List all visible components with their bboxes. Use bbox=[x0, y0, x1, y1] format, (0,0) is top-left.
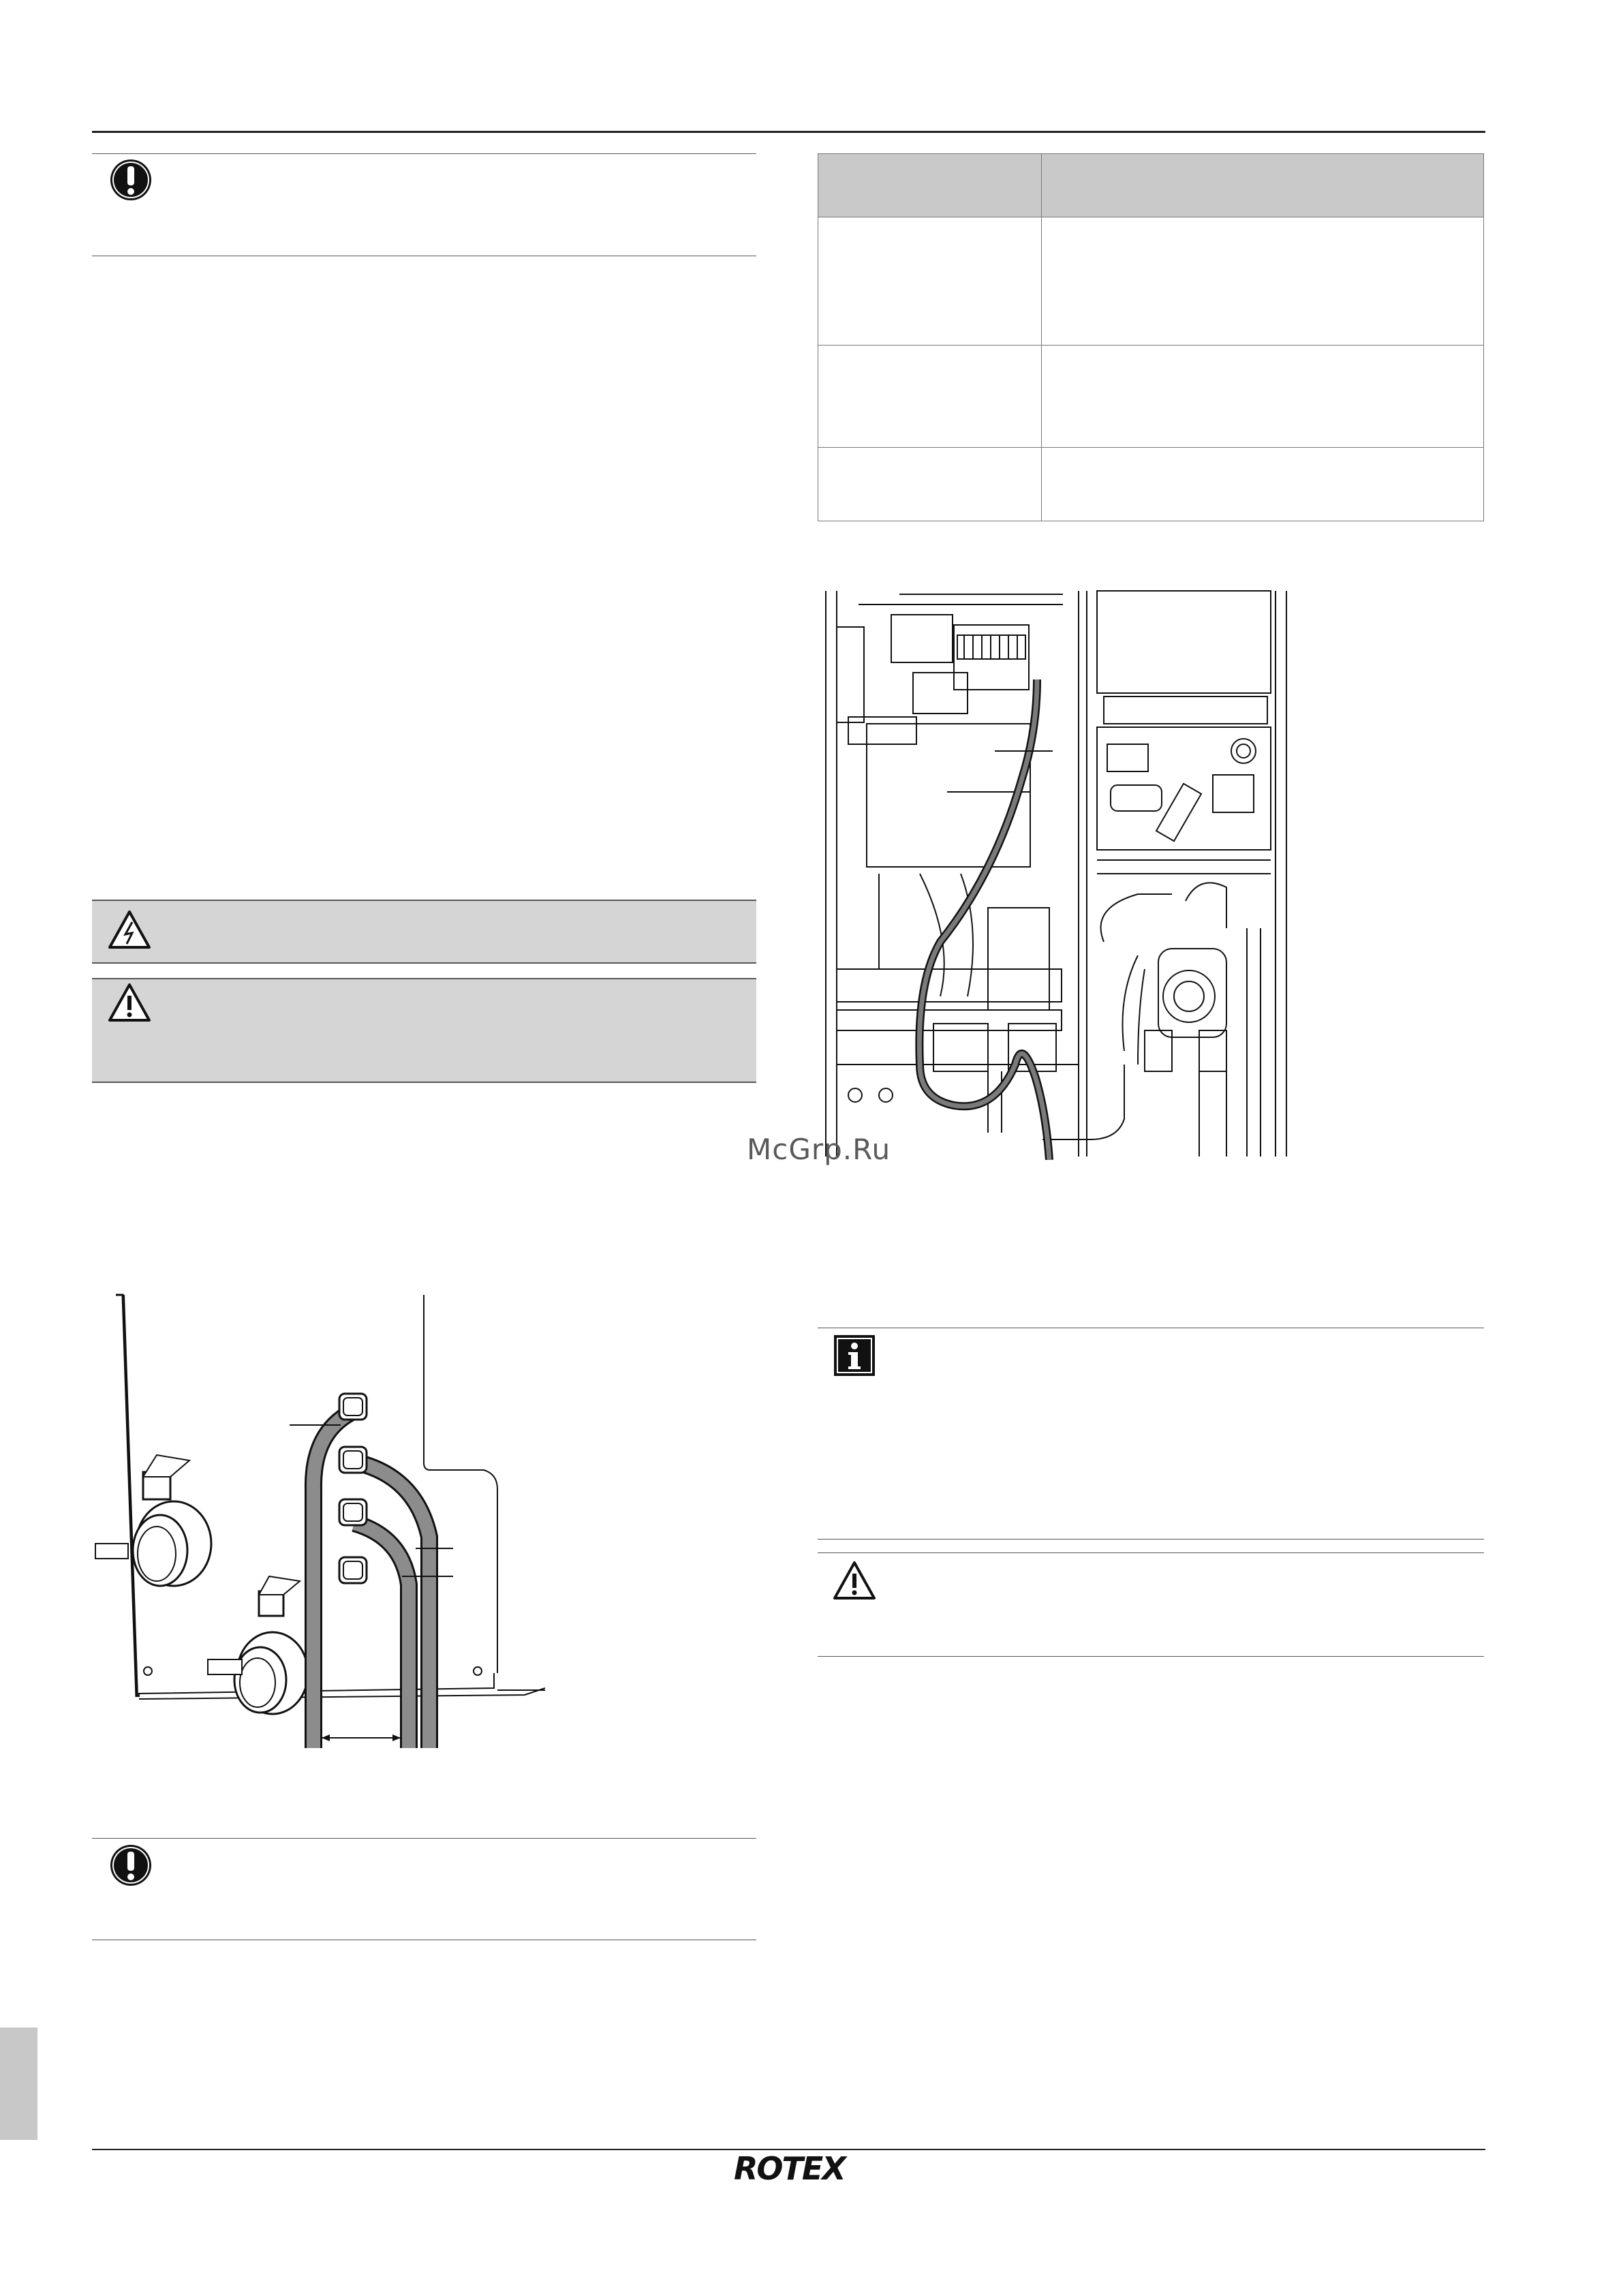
rotex-logo: ROTEX bbox=[734, 2150, 845, 2187]
header-rule bbox=[92, 131, 1485, 133]
table-row bbox=[818, 217, 1484, 346]
notice2-top-rule bbox=[92, 1838, 756, 1839]
warning-triangle-icon bbox=[108, 983, 151, 1022]
spec-table bbox=[818, 153, 1484, 521]
table-header-col-1 bbox=[818, 154, 1042, 217]
watermark: McGrp.Ru bbox=[747, 1133, 891, 1166]
exclamation-notice-icon bbox=[109, 158, 153, 202]
electric-shock-warning-icon bbox=[108, 910, 151, 949]
danger-banner bbox=[92, 900, 756, 964]
caution-triangle-icon bbox=[833, 1561, 876, 1600]
caution-top-rule bbox=[818, 1552, 1484, 1553]
table-row bbox=[818, 346, 1484, 448]
unit-interior-figure bbox=[818, 587, 1291, 1160]
warning-banner bbox=[92, 978, 756, 1083]
info-bottom-rule bbox=[818, 1539, 1484, 1540]
table-header-col-2 bbox=[1042, 154, 1484, 217]
caution-bottom-rule bbox=[818, 1656, 1484, 1657]
exclamation-notice-icon-2 bbox=[109, 1843, 153, 1887]
pipe-connection-figure bbox=[75, 1291, 552, 1755]
table-row bbox=[818, 448, 1484, 521]
information-icon bbox=[833, 1334, 876, 1377]
notice-top-rule bbox=[92, 153, 756, 154]
side-tab bbox=[0, 2027, 37, 2140]
